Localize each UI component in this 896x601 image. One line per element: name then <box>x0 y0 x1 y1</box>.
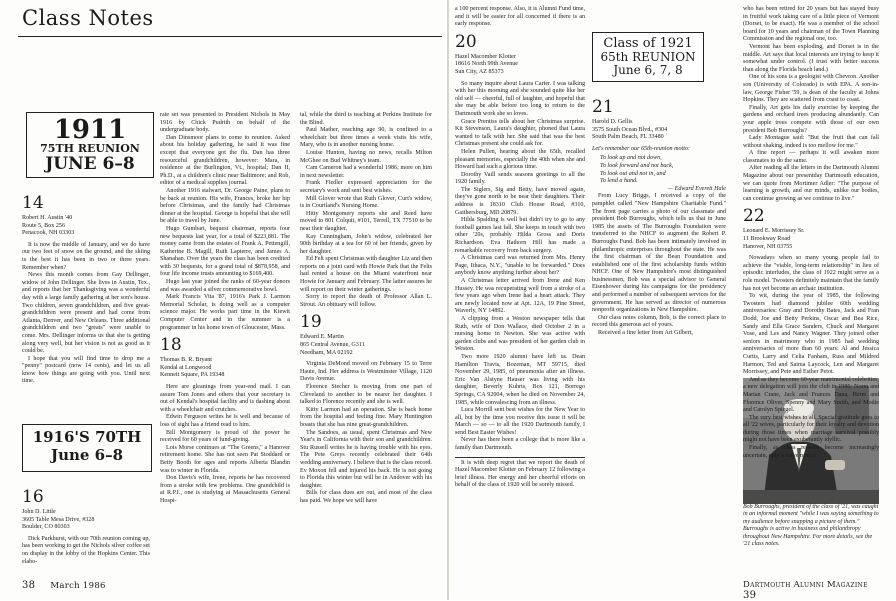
class-21-paragraph: One of his sons is a geologist with Chevron. Another son (University of Colorado) is with EPA. A son-in-law, George Fisher '59, is dean of the faculty at Johns Hopkins. They are scattered from coast to coast. <box>743 74 879 104</box>
class-20-paragraph: Hilda Spalding is well but didn't try to go to any football games last fall. She keeps in touch with two other '20s, probably Hilda Gross and Doris Richardson. Eva Hathorn Hill has made a remarkable recovery from back surgery. <box>455 217 585 254</box>
class-21-paragraph: Our class notes column, Bob, is the correct place to record this generous act of yours. <box>592 314 726 329</box>
class-number-22: 22 <box>743 206 765 227</box>
class-16-address: John D. Little 3605 Table Mesa Drive, #328 Boulder, CO 80303 <box>22 509 95 531</box>
class-20-paragraph: Grace Prentiss tells about her Christmas surprise. Kit Stevenson, Laura's daughter, phoned that Laura wanted to talk with her. She said that was the best Christmas present she could ask for. <box>455 118 585 148</box>
reunion-1916-title: 1916'S 70TH <box>32 428 142 446</box>
column-c <box>300 112 432 578</box>
reunion-1916-box <box>22 424 152 472</box>
reunion-1921-subtitle: 65th REUNION <box>600 50 696 64</box>
column-a-lower <box>22 484 150 576</box>
class-21-paragraph: Finally, Art gets his daily exercise by keeping the gardens and orchard trees producing abundantly. Can your apple trees compete with those of our own president Bob Burroughs? <box>743 104 879 134</box>
class-18-paragraph: tal, while the third is teaching at Perkins Institute for the Blind. <box>300 112 432 126</box>
class-21-paragraph: Vermont has been exploding, and Dorset is in the middle. Art says that local interests are trying to keep it somewhat under control. (I trust with better success than along the Florida beach land.) <box>743 43 879 73</box>
class-14-paragraph: It is now the middle of January, and we do have our two feet of snow on the ground, and the skiing is the best it has been in two or three years. Remember when? <box>22 241 150 271</box>
class-18-paragraph: Lois Morse continues at "The Greens," a Hanover retirement home. She has not seen Pat Stoddard or Betty Booth for ages and reports Alberta Blandin was to winter in Florida. <box>160 444 290 474</box>
class-22-paragraph: The very best wishes to all. Special gratitude goes to all '22 wives, particularly for their loyalty and devotion during those times when marriage survival possibly might not have been exuberantly idyllic. <box>743 414 879 444</box>
class-19-paragraph: Florence Stecher is moving from one part of Cleveland to another to be nearer her daughter. I talked to Florence recently and she is well. <box>300 384 432 406</box>
reunion-1921-box <box>592 32 704 82</box>
class-22-paragraph: To wit, during the year of 1985, the following Twosters had diamond jubilee 60th wedding anniversaries: Gray and Dorothy Bates, Jack and Fran Dodd, Joe and Betty Perkins, Oscar and Bea Rice, Sandy and Ella Grace Sanders, Chuck and Margaret Vose, and Les and Nancy Wagner. They joined other seniors in matrimony who in 1985 had wedding anniversaries of more than 60 years: Al and Jessica Curtis, Larry and Celia Fanham, Russ and Mildred Harmon, Ted and Saima Laycock, Len and Margaret Morrissey, and Pete and Esther Petot. <box>743 293 879 376</box>
class-21-paragraph: From Lucy Briggs, I received a copy of the pamphlet called "New Hampshire Charitable Fund." The front page carries a photo of our classmate and president Bob Burroughs, which tells us that in June 1985 the assets of The Burroughs Foundation were transferred to the NHCF to augment the Robert P. Burroughs Fund. Bob has been intimately involved in philanthropic enterprises throughout the state. He was the first chairman of the Bean Foundation and established one of the first scholarship funds within NHCF. One of New Hampshire's most distinguished businessmen, Bob was a special advisor to General Eisenhower during his campaigns for the presidency and performed a number of subsequent services for the government. He has served as director of numerous nonprofit organizations in New Hampshire. <box>592 193 727 314</box>
class-18-paragraph: Frank Fiedler expressed appreciation for the secretary's work and sent best wishes. <box>300 180 432 194</box>
class-18-paragraph: Here are gleanings from year-end mail. I can assure Tom Jones and others that your secretary is out of Kendal's hospital facility and is dashing about with a wheelchair and crutches. <box>160 384 290 413</box>
class-number-14: 14 <box>22 193 44 213</box>
obituary-note: It is with deep regret that we report the death of Hazel Macomber Klotter on February 12 following a brief illness. Her energy and her cheerful efforts on behalf of the class of 1920 will be sorely missed. <box>455 457 585 490</box>
class-19-paragraph: Virginia DeMond moved on February 15 to Terre Haute, Ind. Her address is Westminster Village, 1120 Davis Avenue. <box>300 361 432 383</box>
column-a <box>22 190 150 420</box>
class-number-18: 18 <box>160 335 182 356</box>
class-18-paragraph: Hitty Montgomery reports she and Reed have moved to 801 Colquit, #101, Terrell, TX 77510 to be near their daughter. <box>300 210 432 232</box>
class-16-paragraph: Dan Dinsmoor plans to come to reunion. Asked about his holiday gathering, he said it was fine except that everyone got the flu. Dan has three resourceful grandchildren, however: Mara, in residence at the Burlington, Vt., hospital; Dan II, Ph.D., at a children's clinic near Baltimore; and Rob, editor of a medical supplies journal. <box>160 134 290 187</box>
class-19-address: Edward E. Martin 865 Central Avenue, G311 Needham, MA 02192 <box>300 334 365 356</box>
reunion-1911-subtitle: 75TH REUNION <box>40 142 140 155</box>
class-16-paragraph: Mark Francis Vita '87, 1916's Park J. Larmon Memorial Scholar, is doing well as a computer science major. He works part time in the Kiewit Computer Center and in the summer is a programmer in his home town of Gloucester, Mass. <box>160 294 290 331</box>
class-19-paragraph: Bills for class dues are out, and most of the class has paid. We hope we will have <box>300 490 432 504</box>
section-title: Class Notes <box>22 6 154 30</box>
column-f <box>743 6 879 459</box>
class-number-19: 19 <box>300 312 322 333</box>
class-18-paragraph: Ed Felt spent Christmas with daughter Liz and then reports on a joint card with Howie Park that the Felts had rented a house on the Miami waterfront near Howie for January and February. The latter assures he will report on their winter gatherings. <box>300 256 432 293</box>
class-18-paragraph: Mill Glover wrote that Ruth Glover, Curt's widow, is in Courtland's Nursing Home. <box>300 195 432 210</box>
class-21-paragraph: A fine report — perhaps it will awaken more classmates to do the same. <box>743 150 879 164</box>
issue-date: March 1986 <box>50 581 106 591</box>
right-page <box>449 0 896 600</box>
class-22-paragraph: Finally, as class records become increasingly uncertain, only a naive novice <box>743 445 879 459</box>
class-14-paragraph: News this month comes from Gay Dellinger, widow of John Dellinger. She lives in Austin, Tex., and reports that her Thanksgiving was a wonderful day with a large family gathering at her son's house. Two children, seven grandchildren, and five great-grandchildren were present and had come from Atlanta, Denver, and New Orleans. Three additional grandchildren and two "greats" were unable to come. Mrs. Dellinger informs us that she is getting along very well, but her vision is not as good as it could be. <box>22 272 150 355</box>
column-b <box>160 112 290 578</box>
left-folio <box>22 580 106 591</box>
reunion-1921-dates: June 6, 7, 8 <box>613 63 683 77</box>
class-20-paragraph: A Christmas card was returned from Mrs. Henry Page, Ithaca, N.Y., "unable to be forwarded." Does anybody know anything further about her? <box>455 255 585 277</box>
reunion-1911-dates: JUNE 6–8 <box>45 154 135 174</box>
class-16-paragraph: rate set was presented to President Nichols in May 1916 by Chick Pudrith on behalf of the undergraduate body. <box>160 112 290 134</box>
class-number-20: 20 <box>455 31 477 52</box>
class-20-paragraph: Dorothy Vaill sends seasons greetings to all the 1920 family. <box>455 171 585 186</box>
class-20-paragraph: Two more 1920 alumni have left us. Dean Hamilton Travis, Bozeman, MT 59715, died November 29, 1985, of pneumonia after an illness. Eric Van Alstyne Hauser was living with his daughter, Beverly Kuhrts, Box 121, Borrego Springs, CA 92004, when he died on November 24, 1985, while convalescing from an illness. <box>455 353 585 406</box>
class-16-paragraph: Hugo last year joined the ranks of 60-year donors and was awarded a silver commemorative bowl. <box>160 279 290 293</box>
class-number-21: 21 <box>592 97 614 117</box>
class-18-address: Thomas B. R. Bryant Kendal at Longwood Kennett Square, PA 19348 <box>160 357 225 379</box>
header-rule <box>18 36 442 37</box>
left-page-number: 38 <box>22 580 36 591</box>
class-22-address: Leonard E. Morrissey Sr. 11 Brookway Road Hanover, NH 03755 <box>743 228 805 250</box>
class-20-paragraph: So many inquire about Laura Carter. I was talking with her this morning and she sounded quite like her old self — cheerful, full of laughter, and hopeful that she may be able before too long to return to the Dartmouth work she so loves. <box>455 80 585 117</box>
class-18-paragraph: Sorry to report the death of Professor Allan L. Strout. An obituary will follow. <box>300 294 432 308</box>
reunion-1916-dates: June 6–8 <box>50 446 124 464</box>
class-22-paragraph: And as they become 60-year matrimonial celebrities, a new delegation will join the club in 1986: Norm and Marian Crane, Jack and Frances Dana, Herm and Florence Oliver, Spenny and Mary Smith, and Modie and Carolyn Spiegel. <box>743 376 879 414</box>
poem-credit: — Edward Everett Hale <box>667 185 726 192</box>
class-20-paragraph: Luca Morrill sent best wishes for the New Year to all, but by the time you receive this issue it will be March — so — to all the 1920 Dartmouth family, I send Best Easter Wishes! <box>455 407 585 436</box>
class-16-paragraph: Hugo Gumbart, bequest chairman, reports four new bequests last year, for a total of $223,881. The money came from the estates of Frank A. Pettengill, Katherine B. Magill, Ruth Lapierre, and James A. Shanahan. Over the years the class has been credited with 30 bequests, for a grand total of $878,958, and four life income trusts amounting to $169,400. <box>160 225 290 278</box>
class-21-address: Harold D. Gellis 3575 South Ocean Blvd., #304 South Palm Beach, FL 33480 <box>592 119 668 141</box>
class-20-paragraph: A Christmas letter arrived from Irene and Ken Hussey. He was recuperating well from a stroke of a few years ago when Irene had a heart attack. They are newly located now at Apt. 12A, 19 Pine Street, Waverly, NY 14892. <box>455 278 585 315</box>
reunion-motto-poem: To look up and not down, To look forward and not back, To look out and not in, and To lend a hand. <box>600 155 674 185</box>
class-18-paragraph: Cam Cameron had a wonderful 1986; more on him in next newsletter. <box>300 165 432 179</box>
reunion-1911-year: 1911 <box>53 115 127 145</box>
class-19-paragraph: The Sandoes, as usual, spent Christmas and New Year's in California with their son and grandchildren. Stu Russell writes he is having trouble with his eyes. The Pete Greys recently celebrated their 64th wedding anniversary. I believe that is the class record. Ev Moxon fell and injured his back. He is not going to Florida this winter but will be in Andover with his daughter. <box>300 429 432 489</box>
class-18-paragraph: Edwin Ferguson writes he is well and because of loss of sight has a friend read to him. <box>160 414 290 428</box>
class-19-paragraph: Kitty Larmon had an operation. She is back home from the hospital and feeling fine. Mary Huntington boasts that she has nine great-grandchildren. <box>300 406 432 428</box>
column-e <box>592 94 726 578</box>
left-page <box>0 0 447 600</box>
class-21-paragraph: Received a fine letter from Art Gilbert, <box>598 330 693 337</box>
reunion-1911-box <box>26 112 154 178</box>
class-18-paragraph: Don Davis's wife, Irene, reports he has recovered from a stroke with few problems. One grandchild is at R.P.I., one is studying at Massachusetts General Hospi- <box>160 475 290 504</box>
class-18-paragraph: Paul Mather, reaching age 90, is confined to a wheelchair but three times a week visits his wife, Mary, who is in another nursing home. <box>300 127 432 149</box>
magazine-name: Dartmouth Alumni Magazine <box>743 580 868 590</box>
class-20-paragraph: Helen Pullen, hearing about the 65th, recalled pleasant memories, especially the 40th when she and Howard had such a glorious time. <box>455 148 585 171</box>
poem-intro: Let's remember our 65th-reunion motto: <box>592 145 691 152</box>
class-21-paragraph: Lady Montague said: "But the fruit that can fall without shaking, indeed is too mellow for me." <box>743 135 879 149</box>
class-16-paragraph: Dick Parkhurst, with our 70th reunion coming up, has been working to get the Nichols silver coffee set on display in the lobby of the Hopkins Center. This elabo- <box>22 535 150 565</box>
class-18-paragraph: Louise Hunton, having no news, recalls Milton McGhee on Bud Whitney's team. <box>300 149 432 164</box>
class-20-address: Hazel Macomber Klotter 18616 North 99th Avenue Sun City, AZ 85373 <box>455 53 519 75</box>
class-14-address: Robert H. Austin '40 Route 5, Box 256 Penacook, NH 03303 <box>22 215 75 237</box>
class-20-paragraph: Never has there been a college that is more like a family than Dartmouth. <box>455 437 585 452</box>
right-folio <box>743 580 896 601</box>
class-19-paragraph: a 100 percent response. Also, it is Alumni Fund time, and it will be easier for all concerned if there is an early response. <box>455 6 585 28</box>
column-d <box>455 6 585 576</box>
class-20-paragraph: The Siglers, Sig and Betty, have moved again, they've gone north to be near their daughters. Their address is 18310 Club House Road, #310, Gaithersburg, MD 20879. <box>455 186 585 216</box>
class-18-paragraph: Kay Cunningham, John's widow, celebrated her 90th birthday at a tea for 60 of her friends, given by her daughter. <box>300 233 432 255</box>
photo-caption: Bob Burroughs, president of the class of '21, was caught in an informal moment "while I was saying something to my audience before snapping a picture of them." Burroughs is active in business and philanthropy throughout New Hampshire. For more details, see the '21 class notes. <box>743 504 879 548</box>
reunion-1921-title: Class of 1921 <box>603 36 693 51</box>
class-21-paragraph: who has been retired for 20 years but has stayed busy in fruitful work taking care of a little piece of Vermont (Dorset, to be exact). He was a member of the school board for 10 years and chairman of the Town Planning Commission and the regional one, too. <box>743 6 879 43</box>
class-16-paragraph: Another 1916 stalwart, Dr. George Paine, plans to be back at reunion. His wife, Frances, broke her hip before Christmas, and the family had Christmas dinner at the hospital. George is hopeful that she will be able to travel by June. <box>160 187 290 225</box>
class-21-paragraph: After reading all the letters in the Dartmouth Alumni Magazine about our presentday Dartmouth education, we can quote from Mortimer Adler: "The purpose of learning is growth, and our minds, unlike our bodies, can continue growing as we continue to live." <box>743 165 879 202</box>
class-14-paragraph: I hope that you will find time to drop me a "penny" postcard (now 14 cents), and let us all know how things are going with you. Until next time. <box>22 355 150 385</box>
class-20-paragraph: A clipping from a Weston newspaper tells that Ruth, wife of Don Wallace, died October 2 in a nursing home in Newton. She was active with garden clubs and was president of her garden club in Weston. <box>455 315 585 353</box>
class-18-paragraph: Bill Montgomery is proud of the power he received for 60 years of fund-giving. <box>160 429 290 444</box>
class-number-16: 16 <box>22 487 44 507</box>
right-page-number: 39 <box>743 590 757 601</box>
class-22-paragraph: Nowadays when so many young people fail to achieve the "viable, long-term relationship" in lieu of episodic interludes, the class of 1922 might serve as a role model. Twosters definitely maintain that the family has not yet become an archaic institution. <box>743 255 879 292</box>
